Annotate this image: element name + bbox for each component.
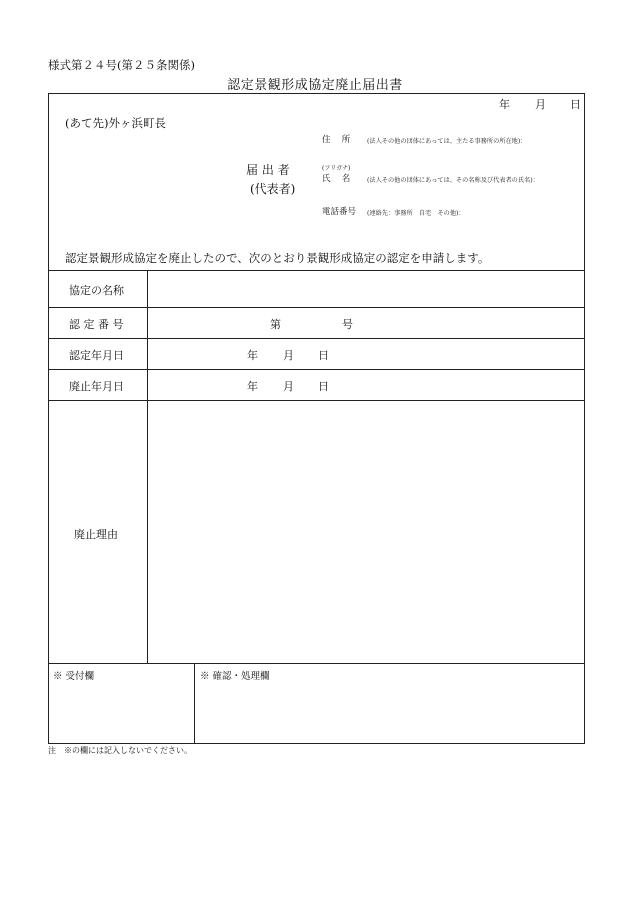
addressee: (あて先)外ヶ浜町長 — [65, 116, 166, 130]
abolish-date-year: 年 — [247, 380, 258, 393]
address-note: (法人その他の団体にあっては、主たる事務所の所在地)： — [367, 138, 527, 145]
date-year: 年 — [499, 98, 510, 111]
document-title: 認定景観形成協定廃止届出書 — [227, 78, 403, 93]
footnote: 注 ※の欄には記入しないでください。 — [48, 746, 192, 755]
cert-number-prefix: 第 — [270, 318, 281, 331]
confirmation-box-label: ※ 確認・処理欄 — [200, 671, 270, 682]
row-divider — [48, 400, 585, 401]
abolish-date-day: 日 — [318, 380, 329, 393]
agreement-name-label: 協定の名称 — [69, 284, 124, 297]
name-note: (法人その他の団体にあっては、その名称及び代表者の氏名)： — [367, 177, 539, 184]
row-divider — [48, 307, 585, 308]
phone-note: (連絡先：事務所 自宅 その他)： — [367, 210, 465, 217]
name-label: 氏 名 — [322, 174, 351, 184]
row-divider — [48, 663, 585, 664]
address-label: 住 所 — [322, 135, 351, 145]
row-divider — [48, 369, 585, 370]
applicant-label: 届 出 者 — [246, 163, 290, 177]
furigana-label: (フリガナ) — [322, 165, 351, 172]
cert-date-month: 月 — [283, 349, 294, 362]
abolish-date-label: 廃止年月日 — [69, 380, 124, 393]
row-divider — [48, 270, 585, 271]
reason-label: 廃止理由 — [74, 528, 118, 541]
declaration-statement: 認定景観形成協定を廃止したので、次のとおり景観形成協定の認定を申請します。 — [65, 251, 490, 265]
form-number: 様式第２４号(第２５条関係) — [48, 58, 195, 72]
box-divider — [194, 663, 195, 744]
cert-number-suffix: 号 — [342, 318, 353, 331]
cert-number-label: 認 定 番 号 — [69, 318, 124, 331]
reception-box-label: ※ 受付欄 — [53, 671, 95, 682]
cert-date-year: 年 — [247, 349, 258, 362]
abolish-date-month: 月 — [283, 380, 294, 393]
applicant-representative-label: (代表者) — [250, 182, 296, 196]
cert-date-day: 日 — [318, 349, 329, 362]
date-day: 日 — [570, 98, 581, 111]
row-divider — [48, 338, 585, 339]
phone-label: 電話番号 — [322, 207, 357, 217]
date-month: 月 — [535, 98, 546, 111]
label-column-divider — [147, 270, 148, 663]
form-frame — [48, 93, 585, 744]
cert-date-label: 認定年月日 — [69, 349, 124, 362]
